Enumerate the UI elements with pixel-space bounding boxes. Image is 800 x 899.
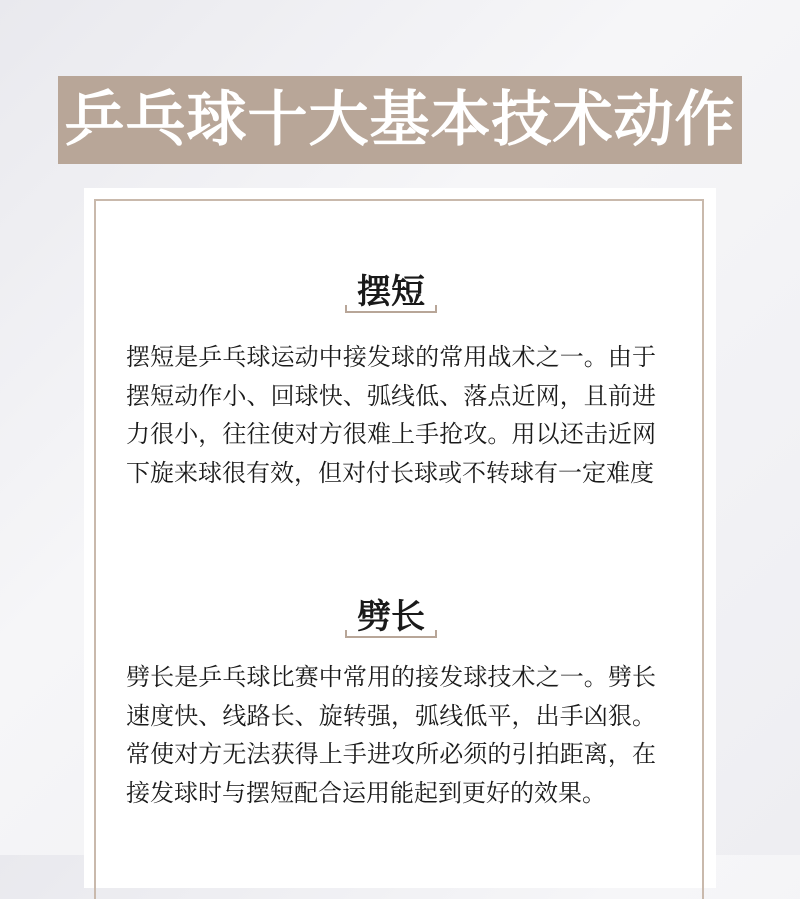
section-bai-duan [126,272,656,492]
section-heading: 劈长 [357,597,425,637]
page-title: 乒乓球十大基本技术动作 [64,85,736,155]
section-body: 摆短是乒乓球运动中接发球的常用战术之一。由于摆短动作小、回球快、弧线低、落点近网，且前进力很小，往往使对方很难上手抢攻。用以还击近网下旋来球很有效，但对付长球或不转球有一定难度 [126,343,656,487]
title-banner [58,76,742,164]
section-pi-chang [126,597,656,812]
section-heading-wrap [126,597,656,653]
section-heading: 摆短 [357,272,425,312]
section-body: 劈长是乒乓球比赛中常用的接发球技术之一。劈长速度快、线路长、旋转强，弧线低平，出手凶狠。常使对方无法获得上手进攻所必须的引拍距离，在接发球时与摆短配合运用能起到更好的效果。 [126,663,656,807]
section-heading-wrap [126,272,656,328]
